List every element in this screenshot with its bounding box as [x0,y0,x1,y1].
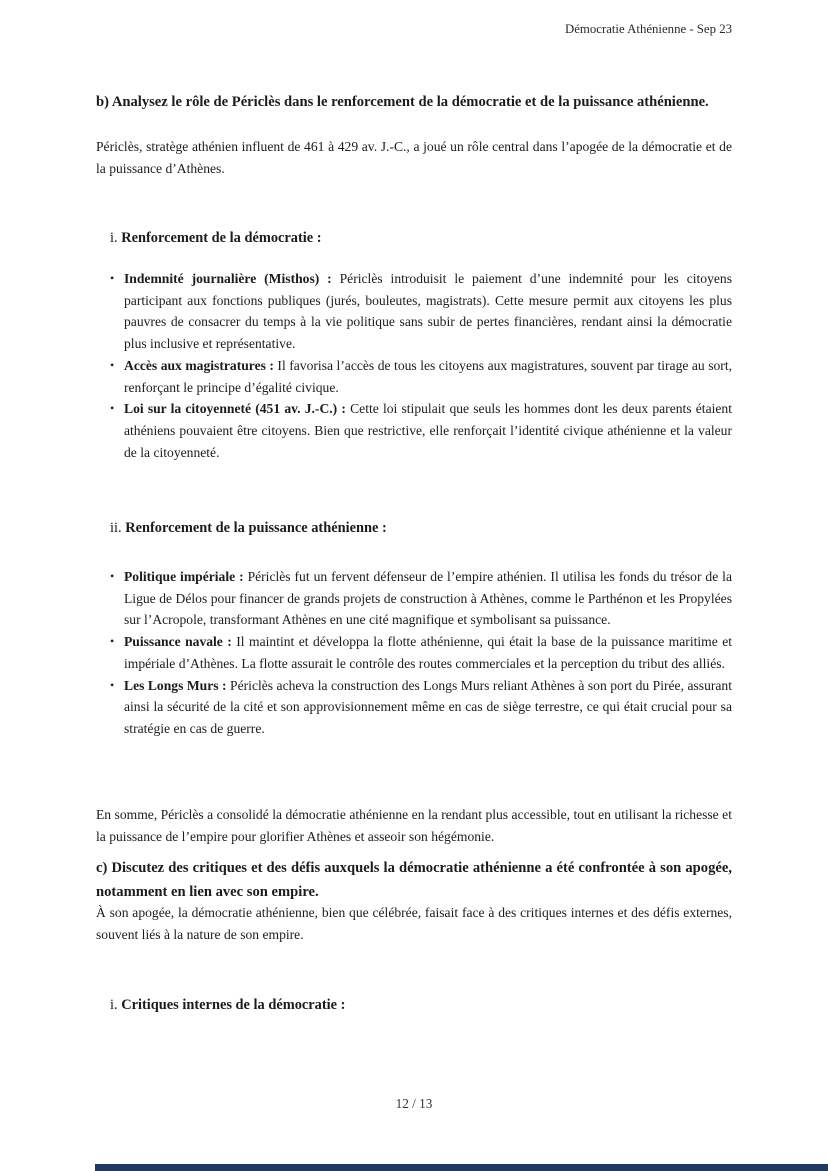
bullet-term: Accès aux magistratures : [124,357,274,373]
bullet-term: Puissance navale : [124,634,232,650]
section-prefix: i. [110,997,118,1013]
bullet-desc: Il maintint et développa la flotte athénienne, qui était la base de la puissance maritime et impériale d’Athènes. La flotte assurait le contrôle des routes commerciales et la perception du tribut des alliés. [124,634,733,671]
running-header: Démocratie Athénienne - Sep 23 [564,22,732,36]
bullet-icon: • [110,271,115,285]
bullet-term: Loi sur la citoyenneté (451 av. J.-C.) : [124,401,346,417]
section-heading-critiques [96,994,732,1016]
section-title: Renforcement de la démocratie : [121,230,322,246]
page-number: 12 / 13 [395,1096,433,1111]
section-heading-democratie [96,227,732,249]
question-c-title: c) Discutez des critiques et des défis auxquels la démocratie athénienne a été confrontée à son apogée, notamment en lien avec son empire. [96,860,732,900]
bullet-icon: • [110,634,115,649]
bullet-desc: Périclès introduisit le paiement d’une indemnité pour les citoyens participant aux fonctions publiques (jurés, bouleutes, magistrats). Cette mesure permit aux citoyens les plus pauvres de consacrer du temps à la vie politique sans subir de pertes financières, rendant ainsi la démocratie plus inclusive et représentative. [124,271,732,352]
next-page-top-edge [95,1164,828,1171]
bullet-item [96,566,732,631]
bullet-list-democratie [96,268,732,463]
question-b-intro: Périclès, stratège athénien influent de 461 à 429 av. J.-C., a joué un rôle central dans l’apogée de la démocratie et de la puissance d’Athènes. [96,139,732,176]
bullet-item [96,355,732,398]
bullet-desc: Périclès fut un fervent défenseur de l’empire athénien. Il utilisa les fonds du trésor de la Ligue de Délos pour financer de grands projets de construction à Athènes, comme le Parthénon et les Propylées sur l’Acropole, transformant Athènes en une cité magnifique et symbolisant sa puissance. [124,569,732,628]
question-c-intro: À son apogée, la démocratie athénienne, bien que célébrée, faisait face à des critiques internes et des défis externes, souvent liés à la nature de son empire. [96,905,732,942]
bullet-icon: • [110,401,115,416]
bullet-icon: • [110,569,115,583]
bullet-item [96,398,732,463]
bullet-icon: • [110,357,115,372]
bullet-desc: Cette loi stipulait que seuls les hommes dont les deux parents étaient athéniens pouvaient être citoyens. Bien que restrictive, elle renforçait l’identité civique athénienne et la valeur de la citoyenneté. [124,401,732,460]
bullet-term: Politique impériale : [124,569,244,584]
section-title: Renforcement de la puissance athénienne : [125,520,387,536]
bullet-term: Les Longs Murs : [124,677,227,693]
bullet-desc: Il favorisa l’accès de tous les citoyens aux magistratures, souvent par tirage au sort, renforçant le principe d’égalité civique. [124,357,733,395]
section-title: Critiques internes de la démocratie : [121,997,346,1013]
bullet-item [96,631,732,674]
bullet-term: Indemnité journalière (Misthos) : [124,271,332,286]
section-prefix: i. [110,230,118,246]
bullet-desc: Périclès acheva la construction des Longs Murs reliant Athènes à son port du Pirée, assurant ainsi la sécurité de la cité et son approvisionnement même en cas de siège terrestre, ce qui était crucial pour sa stratégie en cas de guerre. [124,677,733,736]
bullet-icon: • [110,677,115,692]
bullet-item [96,268,732,355]
bullet-list-puissance [96,566,732,740]
question-b-conclusion: En somme, Périclès a consolidé la démocratie athénienne en la rendant plus accessible, tout en utilisant la richesse et la puissance de l’empire pour glorifier Athènes et asseoir son hégémonie. [96,807,732,844]
section-prefix: ii. [110,520,122,536]
bullet-item [96,675,732,740]
section-heading-puissance [96,517,732,539]
question-b-title: b) Analysez le rôle de Périclès dans le renforcement de la démocratie et de la puissance athénienne. [96,94,709,110]
